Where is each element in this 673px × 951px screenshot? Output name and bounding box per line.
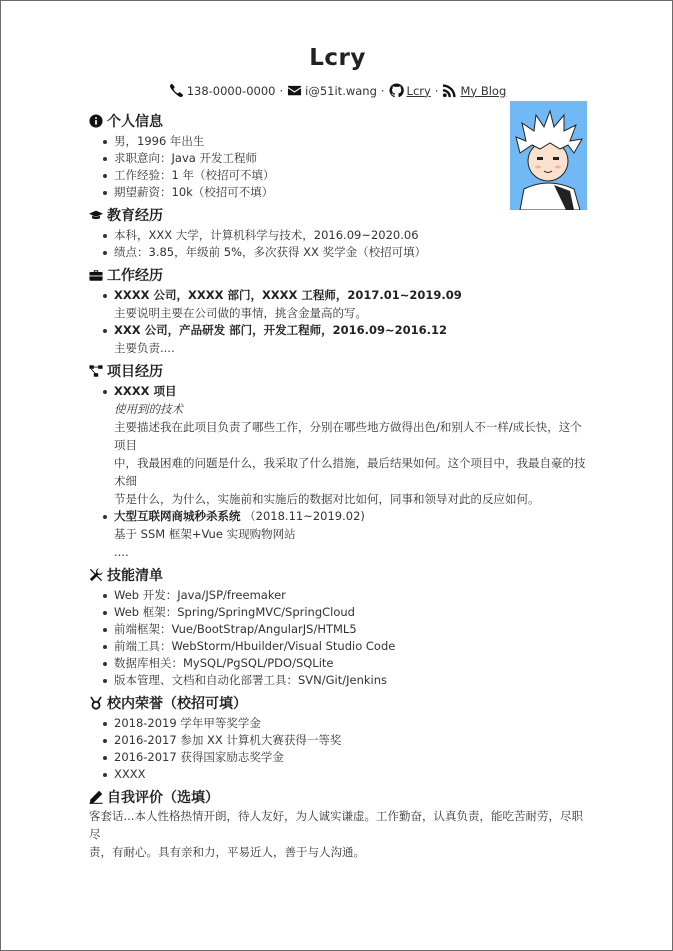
list-item: 求职意向：Java 开发工程师 (89, 150, 589, 167)
list-item: Web 开发：Java/JSP/freemaker (89, 587, 589, 604)
list-item: Web 框架：Spring/SpringMVC/SpringCloud (89, 604, 589, 621)
list-item: 绩点：3.85，年级前 5%，多次获得 XX 奖学金（校招可填） (89, 244, 589, 261)
project-description-line: 主要描述我在此项目负责了哪些工作，分别在哪些地方做得出色/和别人不一样/成长快，这个项目 (114, 420, 582, 452)
rss-icon (442, 83, 457, 98)
section-skills (89, 565, 589, 689)
tools-icon (89, 568, 103, 582)
section-title: 校内荣誉（校招可填） (89, 693, 589, 713)
briefcase-icon (89, 268, 103, 282)
email-text: i@51it.wang (305, 83, 377, 98)
self-evaluation-line: 客套话...本人性格热情开朗，待人友好，为人诚实谦虚。工作勤奋，认真负责，能吃苦耐劳，尽职尽 (89, 809, 583, 841)
project-heading (89, 508, 589, 525)
section-title: 个人信息 (89, 111, 589, 131)
work-list (89, 287, 589, 357)
separator: · (380, 83, 385, 98)
medal-icon (89, 696, 103, 710)
skills-list (89, 587, 589, 689)
job-heading: XXXX 公司，XXXX 部门，XXXX 工程师，2017.01~2019.09 (89, 287, 589, 304)
separator: · (434, 83, 439, 98)
section-honors (89, 693, 589, 783)
project-date: （2018.11~2019.02) (244, 509, 365, 523)
pencil-icon (89, 790, 103, 804)
self-evaluation-line: 责，有耐心。具有亲和力，平易近人，善于与人沟通。 (89, 845, 365, 859)
section-work (89, 265, 589, 357)
list-item: 期望薪资：10k（校招可不填） (89, 184, 589, 201)
list-item: 数据库相关：MySQL/PgSQL/PDO/SQLite (89, 655, 589, 672)
project-description: 基于 SSM 框架+Vue 实现购物网站 (114, 527, 296, 541)
section-self-evaluation (89, 787, 589, 861)
list-item: 工作经验：1 年（校招可不填） (89, 167, 589, 184)
list-item: 前端工具：WebStorm/Hbuilder/Visual Studio Code (89, 638, 589, 655)
section-title: 教育经历 (89, 205, 589, 225)
phone-text: 138-0000-0000 (186, 83, 276, 98)
honors-list (89, 715, 589, 783)
github-link[interactable]: Lcry (406, 83, 431, 98)
job-heading: XXX 公司，产品研发 部门，开发工程师，2016.09~2016.12 (89, 322, 589, 339)
section-projects (89, 361, 589, 561)
project-more: .... (114, 545, 129, 559)
list-item: 版本管理、文档和自动化部署工具：SVN/Git/Jenkins (89, 672, 589, 689)
section-title: 项目经历 (89, 361, 589, 381)
list-item: 本科，XXX 大学，计算机科学与技术，2016.09~2020.06 (89, 227, 589, 244)
section-title: 工作经历 (89, 265, 589, 285)
section-education (89, 205, 589, 261)
phone-icon (169, 83, 184, 98)
project-name: XXXX 项目 (89, 383, 589, 400)
project-diagram-icon (89, 364, 103, 378)
job-description: 主要负责.... (114, 341, 175, 355)
list-item: 2018-2019 学年甲等奖学金 (89, 715, 589, 732)
project-name: 大型互联网商城秒杀系统 (114, 509, 241, 523)
project-list (89, 383, 589, 561)
resume-name: Lcry (309, 45, 366, 71)
job-description: 主要说明主要在公司做的事情，挑含金量高的写。 (114, 306, 367, 320)
section-personal-info (89, 111, 589, 201)
github-icon (389, 83, 404, 98)
separator: · (279, 83, 284, 98)
education-list (89, 227, 589, 261)
section-title: 自我评价（选填） (89, 787, 589, 807)
envelope-icon (287, 83, 302, 98)
graduation-cap-icon (89, 208, 103, 222)
list-item: XXXX (89, 766, 589, 783)
list-item: 前端框架：Vue/BootStrap/AngularJS/HTML5 (89, 621, 589, 638)
project-description-line: 节是什么，为什么，实施前和实施后的数据对比如何，同事和领导对此的反应如何。 (114, 492, 540, 506)
resume-content (89, 111, 589, 865)
project-tech: 使用到的技术 (114, 402, 183, 416)
section-title: 技能清单 (89, 565, 589, 585)
blog-link[interactable]: My Blog (460, 83, 507, 98)
contact-bar (1, 83, 673, 98)
info-list (89, 133, 589, 201)
info-circle-icon (89, 114, 103, 128)
project-description-line: 中，我最困难的问题是什么，我采取了什么措施，最后结果如何。这个项目中，我最自豪的技术细 (114, 456, 586, 488)
list-item: 2016-2017 获得国家励志奖学金 (89, 749, 589, 766)
list-item: 男，1996 年出生 (89, 133, 589, 150)
list-item: 2016-2017 参加 XX 计算机大赛获得一等奖 (89, 732, 589, 749)
